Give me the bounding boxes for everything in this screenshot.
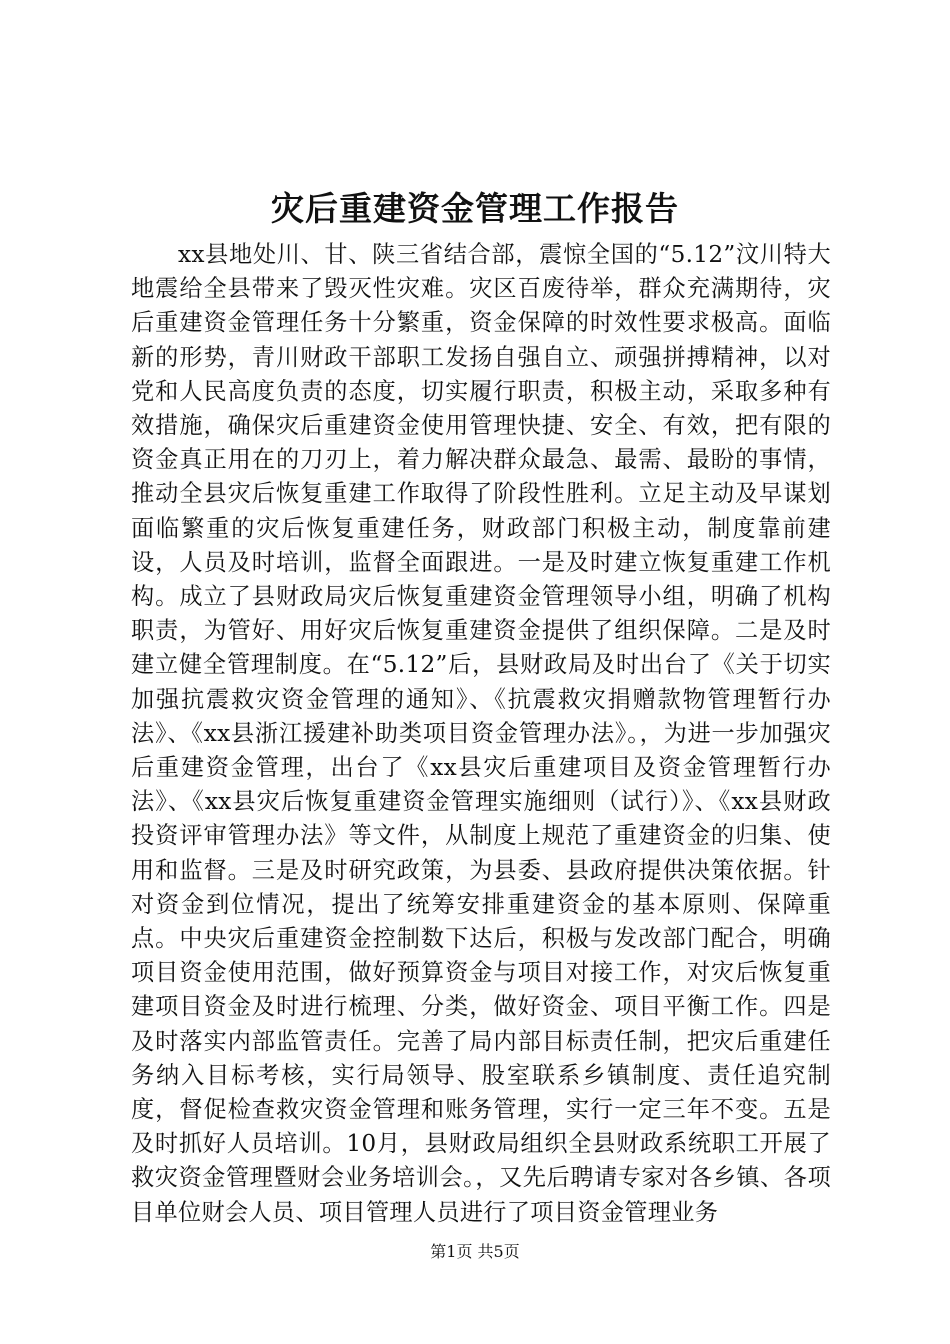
- document-body-paragraph: xx县地处川、甘、陕三省结合部，震惊全国的“5.12”汶川特大地震给全县带来了毁灭性灾难。灾区百废待举，群众充满期待，灾后重建资金管理任务十分繁重，资金保障的时效性要求极高。面临新的形势，青川财政干部职工发扬自强自立、顽强拼搏精神，以对党和人民高度负责的态度，切实履行职责，积极主动，采取多种有效措施，确保灾后重建资金使用管理快捷、安全、有效，把有限的资金真正用在的刀刃上，着力解决群众最急、最需、最盼的事情，推动全县灾后恢复重建工作取得了阶段性胜利。立足主动及早谋划面临繁重的灾后恢复重建任务，财政部门积极主动，制度靠前建设，人员及时培训，监督全面跟进。一是及时建立恢复重建工作机构。成立了县财政局灾后恢复重建资金管理领导小组，明确了机构职责，为管好、用好灾后恢复重建资金提供了组织保障。二是及时建立健全管理制度。在“5.12”后，县财政局及时出台了《关于切实加强抗震救灾资金管理的通知》、《抗震救灾捐赠款物管理暂行办法》、《xx县浙江援建补助类项目资金管理办法》。，为进一步加强灾后重建资金管理，出台了《xx县灾后重建项目及资金管理暂行办法》、《xx县灾后恢复重建资金管理实施细则（试行）》、《xx县财政投资评审管理办法》等文件，从制度上规范了重建资金的归集、使用和监督。三是及时研究政策，为县委、县政府提供决策依据。针对资金到位情况，提出了统筹安排重建资金的基本原则、保障重点。中央灾后重建资金控制数下达后，积极与发改部门配合，明确项目资金使用范围，做好预算资金与项目对接工作，对灾后恢复重建项目资金及时进行梳理、分类，做好资金、项目平衡工作。四是及时落实内部监管责任。完善了局内部目标责任制，把灾后重建任务纳入目标考核，实行局领导、股室联系乡镇制度、责任追究制度，督促检查救灾资金管理和账务管理，实行一定三年不变。五是及时抓好人员培训。10月，县财政局组织全县财政系统职工开展了救灾资金管理暨财会业务培训会。，又先后聘请专家对各乡镇、各项目单位财会人员、项目管理人员进行了项目资金管理业务: [131, 241, 831, 1226]
- page-number-footer: 第1页 共5页: [430, 1242, 520, 1261]
- document-title: 灾后重建资金管理工作报告: [271, 189, 679, 228]
